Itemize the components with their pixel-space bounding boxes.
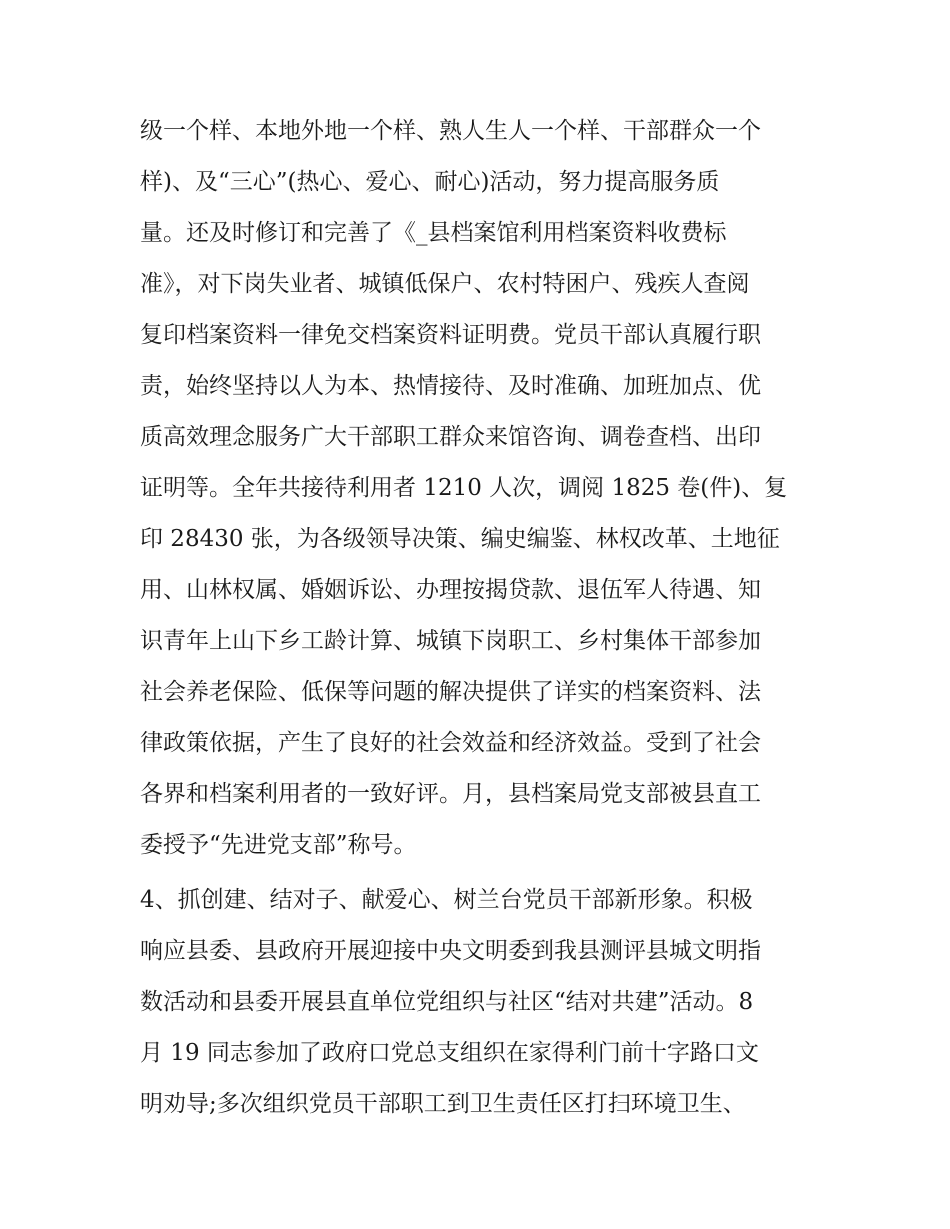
text-line: 4、抓创建、结对子、献爱心、树兰台党员干部新形象。积极 <box>140 887 753 913</box>
document-body <box>140 106 820 1130</box>
paragraph-civilization-building <box>140 875 820 1130</box>
text-line: 证明等。全年共接待利用者 1210 人次，调阅 1825 卷(件)、复 <box>140 475 788 501</box>
text-line: 社会养老保险、低保等问题的解决提供了详实的档案资料、法 <box>140 679 761 705</box>
text-line: 月 19 同志参加了政府口党总支组织在家得利门前十字路口文 <box>140 1040 759 1066</box>
text-line: 数活动和县委开展县直单位党组织与社区“结对共建”活动。8 <box>140 989 754 1015</box>
text-line: 样)、及“三心”(热心、爱心、耐心)活动，努力提高服务质 <box>140 169 720 195</box>
text-line: 责，始终坚持以人为本、热情接待、及时准确、加班加点、优 <box>140 373 761 399</box>
text-line: 明劝导;多次组织党员干部职工到卫生责任区打扫环境卫生、 <box>140 1091 746 1117</box>
text-line: 复印档案资料一律免交档案资料证明费。党员干部认真履行职 <box>140 322 761 348</box>
text-line: 准》，对下岗失业者、城镇低保户、农村特困户、残疾人查阅 <box>140 271 750 297</box>
text-line: 响应县委、县政府开展迎接中央文明委到我县测评县城文明指 <box>140 938 761 964</box>
text-line: 委授予“先进党支部”称号。 <box>140 832 417 858</box>
text-line: 用、山林权属、婚姻诉讼、办理按揭贷款、退伍军人待遇、知 <box>140 577 761 603</box>
text-line: 各界和档案利用者的一致好评。月，县档案局党支部被县直工 <box>140 781 761 807</box>
text-line: 级一个样、本地外地一个样、熟人生人一个样、干部群众一个 <box>140 118 761 144</box>
text-line: 量。还及时修订和完善了《_县档案馆利用档案资料收费标 <box>140 220 727 246</box>
text-line: 识青年上山下乡工龄计算、城镇下岗职工、乡村集体干部参加 <box>140 628 761 654</box>
paragraph-service-quality <box>140 106 820 871</box>
text-line: 律政策依据，产生了良好的社会效益和经济效益。受到了社会 <box>140 730 761 756</box>
text-line: 质高效理念服务广大干部职工群众来馆咨询、调卷查档、出印 <box>140 424 761 450</box>
text-line: 印 28430 张，为各级领导决策、编史编鉴、林权改革、土地征 <box>140 526 780 552</box>
